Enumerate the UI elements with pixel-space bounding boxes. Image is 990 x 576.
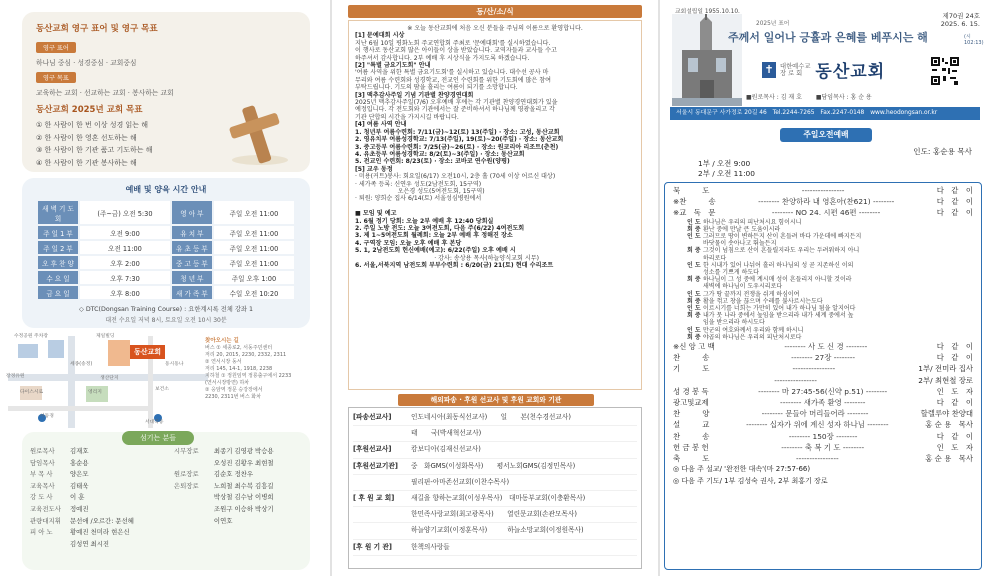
news-line: 6. 서울,서북지역 남전도회 부부수련회 : 6/20(금) 21(토) 현대 수리조트 [355, 262, 554, 269]
news-line: 2. 주일 노방 전도: 오늘 3여전도회, 다음 주(6/22) 4여전도회 [355, 224, 525, 232]
mission-list [348, 407, 642, 569]
order-item [673, 386, 973, 397]
news-line: 4. 구역장 모임: 오늘 오후 예배 후 본당 [355, 239, 462, 247]
directions-line: ② 연서시장 동서 [205, 359, 242, 365]
reading-text: 한 시내가 있어 나뉘어 흘러 하나님의 성 곧 지존하신 이의 [703, 261, 854, 269]
reading-text: 그러므로 땅이 변하든지 산이 흔들려 바다 가운데에 빠지든지 [703, 233, 862, 241]
reading-text: 임을 받으리라 하시도다 [703, 319, 765, 327]
directions-line: 버스 ① 세종로2, 서동주민센터 [205, 345, 273, 351]
news-line: [5] 교우 동정 [355, 165, 393, 173]
reading-role: 회 중 [687, 297, 701, 305]
map-label: 보건소 [155, 387, 169, 392]
mission-label [353, 523, 411, 538]
order-item-name: 성 경 봉 독 [673, 386, 709, 396]
panel-right [660, 0, 990, 576]
staff-row: 오성진 김황우 최현철 [213, 458, 274, 467]
news-line: 기관 단합의 시간을 가지시길 바랍니다. [355, 113, 459, 121]
staff-title: 섬기는 분들 [122, 431, 194, 445]
map-label: 장경유원 [6, 374, 25, 379]
mission-row [353, 507, 637, 523]
news-line: 3. 제 1~5여전도회 월례회: 오늘 2부 예배 후 정해진 장소 [355, 232, 513, 240]
reading-text: 환난 중에 만날 큰 도움이시라 [703, 225, 781, 233]
news-line: 무리와 여름 수련회와 성경학교, 전교인 수련회를 위한 기도회에 많은 참여 [355, 76, 551, 84]
order-item [673, 363, 973, 374]
directions-line: 저리 145, 14-1, 1918, 2238 [205, 366, 273, 372]
directions-line: 지하철 ① 정원임역 정릉출구에서 2233 [205, 373, 292, 379]
order-item-detail: -------- 사 도 신 경 -------- [784, 342, 868, 352]
order-item-leader: 다 같 이 [936, 342, 973, 352]
directions [205, 338, 325, 401]
responsive-reading-line [673, 327, 973, 334]
church-name: 동산교회 [815, 62, 886, 82]
order-item-detail: -------- 십자가 위에 계신 성자 하나님 -------- [746, 420, 889, 430]
directions-line: 저리 20, 2015, 2230, 2332, 2311 [205, 352, 287, 358]
reading-text: 성소를 기쁘게 하도다 [703, 269, 759, 277]
mission-value: 중 화GMS(이성화목사) 평서노회GMS(김정민목사) [411, 461, 576, 470]
issue-date: 2025. 6. 15. [940, 20, 980, 28]
mission-row [353, 426, 637, 442]
established-date: 교회설립일 1955.10.10. [675, 9, 740, 15]
staff-row: 조원구 이승하 박상기 [213, 504, 274, 513]
map-label: 서대곡동 [145, 420, 164, 425]
order-item [673, 442, 973, 453]
directions-line: ② 응암역 정문 승강장에서 [205, 387, 263, 393]
news-line: [1] 문예대회 시상 [355, 32, 405, 40]
news-line [355, 203, 635, 210]
next-week-note: ◎ 다음 주 기도/ 1부 김성숙 권사, 2부 최홍기 장로 [673, 476, 828, 485]
reading-role: 인 도 [687, 326, 701, 334]
reading-role: 회 중 [687, 312, 701, 320]
table-row: 주 일 2 부 오전 11:00 유 초 등 부 주일 오전 11:00 [38, 241, 294, 254]
staff-column [174, 446, 302, 550]
reading-text: 바닷물이 솟아나고 뛰놀든지 [703, 240, 777, 248]
panel-middle [332, 0, 658, 576]
order-item-leader: 인 도 자 [936, 386, 973, 396]
order-item [673, 431, 973, 442]
news-line: 2. 영유치부 여름성경학교: 7/13(주일), 19(토)~20(주일) · 장소: 동산교회 [355, 136, 564, 144]
staff-row: 교육목사 김태욱 [30, 481, 89, 490]
news-line: 하주셔서 감사합니다. 2부 예배 후 시상식을 가지도록 하겠습니다. [355, 54, 530, 62]
map-label: 동시동나 [165, 362, 184, 367]
order-item-detail: -------- 문들아 머리들어라 -------- [761, 409, 869, 419]
responsive-reading-line [673, 226, 973, 233]
goal-text: 교육하는 교회 · 선교하는 교회 · 봉사하는 교회 [36, 89, 174, 97]
order-item-name: ※교 독 문 [673, 208, 716, 218]
mission-row [353, 491, 637, 507]
service-time-1: 1부 / 오전 9:00 [698, 159, 751, 168]
reading-role: 인 도 [687, 305, 701, 313]
news-line: 부탁드립니다. 기도의 땀을 흘리는 여름이 되기를 소망합니다. [355, 84, 518, 92]
order-item-detail: ---------------- [792, 364, 836, 374]
reading-role: 회 중 [687, 276, 701, 284]
reading-role: 인 도 [687, 261, 701, 269]
mission-label [353, 426, 411, 441]
staff-row: 부 목 사 양은모 [30, 470, 89, 479]
reading-text: 그가 땅 끝까지 전쟁을 쉬게 하심이여 [703, 290, 800, 298]
staff-row: 박상철 김수남 이병희 [213, 493, 274, 502]
staff-box [22, 432, 310, 570]
responsive-reading-line [673, 298, 973, 305]
order-item-name: 찬 양 [673, 409, 710, 419]
news-line: 오은경 성도(5여전도회, 15구역) [355, 187, 485, 195]
reading-role: 인 도 [687, 290, 701, 298]
reading-text: 새벽에 하나님이 도우시리로다 [703, 283, 783, 291]
mission-label: [파송선교사] [353, 413, 392, 421]
order-item-detail: ---------------- [774, 375, 817, 385]
order-item-leader: 인 도 자 [936, 442, 973, 452]
motto-text: 하나님 중심 · 성경중심 · 교회중심 [36, 59, 137, 67]
order-item-detail: ---------------- [801, 186, 845, 195]
order-item-name: 헌 금 봉 헌 [673, 442, 709, 452]
church-building-image [672, 14, 742, 106]
responsive-reading-line [673, 283, 973, 290]
order-of-service [664, 182, 982, 570]
news-line: [4] 여름 사역 안내 [355, 121, 407, 129]
order-item-leader: 다 같 이 [936, 431, 973, 441]
staff-row: 담임목사 홍순용 [30, 458, 89, 467]
goal-item: ① 한 사람이 한 번 이상 성경 읽는 해 [36, 121, 148, 129]
responsive-reading-line [673, 262, 973, 269]
location-map [0, 330, 330, 430]
news-line: 4. 유초등부 여름성경학교: 8/2(토)~3(주일) · 장소: 동산교회 [355, 150, 525, 158]
news-line: 이 행사로 동산교회 많은 아이들이 상을 받았습니다. 교역자들과 교사들 수고 [355, 47, 557, 55]
order-item-detail: -------- 축 복 기 도 -------- [781, 442, 865, 452]
goals-2025-title: 동산교회 2025년 교회 목표 [36, 105, 143, 115]
responsive-reading-line [673, 255, 973, 262]
mission-value: 캄보디아(김재신선교사) [411, 445, 481, 454]
responsive-reading-line [673, 291, 973, 298]
year-motto: 주께서 일어나 긍휼과 은혜를 베푸시는 해 [728, 31, 928, 44]
directions-line: 2230, 2311번 버스 화차 [205, 394, 261, 400]
reading-role: 인 도 [687, 218, 701, 226]
church-goals-box [22, 12, 310, 172]
mission-value: 한민족사랑교회(최고광목사) 열린문교회(손관모목사) [411, 510, 577, 519]
mission-label: [후 원 기 관] [353, 542, 392, 551]
staff-row: 피 아 노 황예진 천미라 현은신 [30, 528, 130, 537]
mission-row [353, 410, 637, 426]
staff-row: 시무장로 최종기 김영광 박승용 [173, 447, 274, 455]
table-row: 주 일 1 부 오전 9:00 유 치 부 주일 오전 11:00 [38, 226, 294, 239]
motto-reference: (시 102:13) [964, 34, 984, 46]
address-bar: 서울시 동대문구 사가정로 20길 46 Tel.2244-7265 Fax.2247-0148 www.heodongsan.or.kr [670, 107, 980, 120]
road-map-drawing [8, 336, 208, 428]
church-logo [762, 57, 885, 82]
order-item [673, 207, 973, 218]
mission-label: [ 후 원 교 회] [353, 494, 395, 503]
reading-text: 하리로다 [703, 254, 727, 262]
motto-tag: 영구 표어 [36, 42, 76, 53]
panel-left [0, 0, 330, 576]
reading-text: 그것이 넘침으로 산이 흔들릴지라도 우리는 두려워하지 아니 [703, 247, 860, 255]
directions-title: 찾아오시는 길 [205, 338, 239, 344]
table-row: 금 요 일 오후 8:00 새 가 족 부 수일 오전 10:20 [38, 286, 294, 299]
staff-row: 강 도 사 이 훈 [30, 493, 85, 502]
service-title-badge: 주일오전예배 [780, 128, 872, 142]
staff-row: 원로장로 김순호 정찬우 [173, 470, 253, 479]
order-item [673, 196, 973, 207]
news-line: ■ 모임 및 예고 [355, 210, 397, 218]
elder-pastor: ■원로목사 : 김 재 호 [746, 94, 802, 101]
table-row: 새 벽 기 도 회 (주~금) 오전 5:30 영 아 부 주일 오전 11:00 [38, 201, 294, 224]
news-line: [2] "특별 금요기도회" 안내 [355, 62, 431, 70]
mission-row [353, 442, 637, 458]
order-item-detail: -------- 새가족 환영 -------- [780, 398, 866, 408]
reading-role: 회 중 [687, 247, 701, 255]
news-line: · 퇴원: 양희순 집사 6/14(토) 서울성심병원에서 [355, 195, 482, 203]
pastor-info [746, 92, 978, 101]
mission-row [353, 475, 637, 491]
order-item-name: ※찬 송 [673, 197, 716, 207]
order-item-detail: -------- 찬양하라 내 영혼아(찬621) -------- [758, 197, 895, 207]
reading-text: 만군의 여호와께서 우리와 함께 하시니 [703, 326, 804, 334]
qr-code-icon [930, 56, 960, 86]
preacher: 인도: 홍순용 목사 [913, 147, 972, 156]
map-church-label: 동산교회 [130, 345, 165, 359]
order-item-name: 광고및교제 [673, 398, 709, 408]
goal-tag: 영구 목표 [36, 72, 76, 83]
staff-row: 이연호 [213, 516, 233, 525]
news-line: 5. 1, 2남전도회 헌신예배(예고): 6/22(주일) 오후 예배 시 [355, 247, 516, 255]
issue-number: 제70권 24호 [942, 12, 980, 20]
order-item [673, 397, 973, 408]
directions-line: (연서시장방면) 하차 [205, 380, 250, 386]
map-label: 생산단지 [100, 376, 119, 381]
order-item-detail: -------- NO 24. 시편 46편 -------- [771, 208, 881, 218]
news-line: '여름 사역을 위한 특별 금요기도회'를 실시하고 있습니다. 대수선 공사 마 [355, 69, 549, 77]
order-item-leader: 홍 순 용 목사 [925, 454, 973, 464]
next-week-note: ◎ 다음 주 설교/ '완전한 대속'(마 27:57-66) [673, 465, 811, 474]
staff-row: 은퇴장로 노희철 최수복 김흥길 [173, 481, 274, 490]
order-item-leader: 홍 순 용 목사 [925, 420, 973, 430]
mission-row [353, 540, 637, 556]
mission-header: 해외파송 · 후원 선교사 및 후원 교회와 기관 [398, 394, 594, 406]
goals-title: 동산교회 영구 표어 및 영구 목표 [36, 24, 158, 34]
staff-row: 교육전도사 정예진 [30, 504, 89, 513]
news-line: · 미용(커트)봉사: 회요일(6/17) 오전10시, 2층 홀 (70세 이상 어르신 대상) [355, 173, 556, 181]
times-title: 예배 및 양육 시간 안내 [125, 185, 207, 194]
responsive-reading-line [673, 334, 973, 341]
staff-column [30, 446, 168, 550]
order-item-detail: -------- 27장 -------- [791, 353, 856, 363]
order-item-name: ※신 앙 고 백 [673, 342, 715, 352]
news-line: 지난 6월 10일 평화노회 주교연합회 주최로 '문예대회'를 실시하였습니다. [355, 39, 551, 47]
order-item-detail: ---------------- [795, 454, 839, 464]
order-item-detail: -------- 150장 -------- [788, 431, 858, 441]
order-item [673, 408, 973, 419]
dtc-note: ◇ DTC(Dongsan Training Course) : 요한계시록 전체 강좌 1 [78, 306, 253, 313]
map-label: 세종(송정) [70, 362, 93, 367]
order-item-leader: 다 같 이 [936, 197, 973, 207]
issue-info [941, 12, 980, 28]
mission-label: [후원선교사] [353, 445, 392, 454]
news-line: 2025년 맥추감사주일(7/6) 오후예배 후에는 각 기관별 찬양경연대회가 있을 [355, 99, 558, 107]
cross-icon: ✝ [762, 62, 776, 78]
order-item-name: 찬 송 [673, 431, 710, 441]
order-item [673, 341, 973, 352]
news-line: 1. 6월 정기 당회: 오늘 2부 예배 후 12:40 당회실 [355, 217, 494, 225]
news-line: · 강사: 송상용 목사(하늘양식교회 시무) [355, 254, 540, 262]
order-item [673, 419, 973, 430]
responsive-reading-line [673, 319, 973, 326]
mission-label [353, 507, 411, 522]
news-line: 5. 전교인 수련회: 8/23(토) · 장소: 코바코 연수원(양평) [355, 158, 510, 166]
reading-role [673, 255, 703, 262]
news-header: 동/산/소/식 [348, 5, 642, 18]
worship-times-box [22, 178, 310, 328]
news-line: · 세가족 등록: 신연우 성도(2남전도회, 15구역) [355, 180, 482, 188]
map-label: 영리지 [88, 390, 102, 395]
reading-role [673, 319, 703, 326]
reading-role [673, 283, 703, 290]
mission-label: [후원선교기관] [353, 461, 398, 470]
order-item-leader: 다 같 이 [936, 186, 973, 195]
reading-text: 내가 뭇 나라 중에서 높임을 받으리라 내가 세계 중에서 높 [703, 312, 854, 320]
goal-item: ③ 한 사람이 한 기관 품고 기도하는 해 [36, 146, 153, 154]
order-item [673, 453, 973, 464]
news-line: 1. 청년부 여름수련회: 7/11(금)~12(토) 13(주일) · 장소: 고성, 동산교회 [355, 128, 560, 136]
order-item-leader: 다 같 이 [936, 398, 973, 408]
order-item [673, 352, 973, 363]
mission-value: 한책의사랑들 [411, 542, 450, 551]
order-item-name: 설 교 [673, 420, 710, 430]
reading-text: 하나님이 그 성 중에 계시매 성이 흔들리지 아니할 것이라 [703, 276, 852, 284]
staff-row: 김성연 최시진 [70, 539, 110, 548]
mission-value: 필리핀-아마존선교회(이찬수목사) [411, 477, 510, 486]
reading-role: 회 중 [687, 333, 701, 341]
worship-times-table [36, 199, 296, 301]
service-times [698, 159, 755, 178]
senior-pastor: ■담임목사 : 홍 순 용 [815, 94, 872, 101]
dtc-note-detail: 대전 수요일 저녁 8시, 토요일 오전 10시 30분 [105, 317, 227, 324]
reading-role: 회 중 [687, 225, 701, 233]
church-news [348, 20, 642, 390]
map-label: 다이스시로 [20, 390, 44, 395]
order-item-leader: 다 같 이 [936, 353, 973, 363]
year-motto-label: 2025년 표어 [756, 21, 790, 27]
mission-value: 하늘양기교회(이정훈목사) 하늘소망교회(이정원목사) [411, 526, 584, 535]
denomination-label: 장 로 회 [780, 69, 803, 77]
mission-value: 새길을 향하는교회(이성우목사) 대마동부교회(이충환목사) [411, 494, 586, 503]
denomination-label: 대한예수교 [780, 62, 811, 70]
service-time-2: 2부 / 오전 11:00 [698, 168, 755, 178]
table-row: 오 후 찬 양 오후 2:00 중 고 등 부 주일 오전 11:00 [38, 256, 294, 269]
reading-text: 하나님은 우리의 피난처시요 힘이시니 [703, 218, 802, 226]
reading-text: 활을 꺾고 창을 끊으며 수레를 불사르시는도다 [703, 297, 823, 305]
map-label: 제일빌딩 [96, 334, 115, 339]
responsive-reading-line [673, 219, 973, 226]
order-item-name: 묵 도 [673, 186, 710, 195]
staff-row: 원로목사 김재호 [30, 447, 89, 455]
order-item [673, 185, 973, 196]
reading-text: 야곱의 하나님은 우리의 피난처시로다 [703, 333, 802, 341]
news-line: ※ 오늘 동산교회에 처음 오신 분들을 주님의 이름으로 환영합니다. [407, 25, 583, 32]
table-row: 수 요 일 오후 7:30 청 년 부 주일 오후 1:00 [38, 271, 294, 284]
order-item-leader: 할렐루야 찬양대 [920, 409, 973, 419]
order-item-name: 찬 송 [673, 353, 710, 363]
wooden-cross-image [220, 102, 290, 167]
staff-row: 관량대지휘 문선애 /오르간: 문선혜 [30, 516, 134, 525]
order-item-name: 축 도 [673, 454, 710, 464]
mission-value: 인도네시아(최동식선교사) 일 본(천수경선교사) [411, 413, 571, 421]
reading-role: 인 도 [687, 233, 701, 241]
order-item-leader: 다 같 이 [936, 208, 973, 218]
responsive-reading-line [673, 247, 973, 254]
news-line: [3] 맥추감사주일 기념 기관별 찬양경연대회 [355, 91, 474, 99]
reading-text: 이르시기를 너희는 가만히 있어 내가 하나님 됨을 알지어다 [703, 305, 856, 313]
order-item-leader: 1부/ 전미라 집사 [918, 364, 973, 374]
news-line: 3. 중고등부 여름수련회: 7/25(금)~26(토) · 장소: 원코리아 리조트(춘천) [355, 143, 559, 151]
order-item-detail: -------- 마 27:45-56(신약 p.51) -------- [758, 386, 888, 396]
goal-item: ④ 한 사람이 한 기관 봉사하는 해 [36, 158, 137, 167]
mission-label [353, 475, 411, 490]
mission-value: 태 국(박새혁선교사) [411, 429, 482, 438]
order-item-name: 기 도 [673, 364, 710, 374]
order-item [673, 375, 973, 386]
news-line: 예정입니다. 각 전도회와 기관에서는 잘 준비하셔서 하나님께 영광올리고 각 [355, 106, 555, 114]
mission-row [353, 523, 637, 539]
goal-item: ② 한 사람이 한 영혼 선도하는 해 [36, 133, 137, 142]
mission-row [353, 459, 637, 475]
map-label: 수정공원 주차장 [14, 334, 48, 339]
order-item-leader: 2부/ 최현철 장로 [918, 375, 973, 385]
map-label: 이동경 [40, 414, 54, 419]
